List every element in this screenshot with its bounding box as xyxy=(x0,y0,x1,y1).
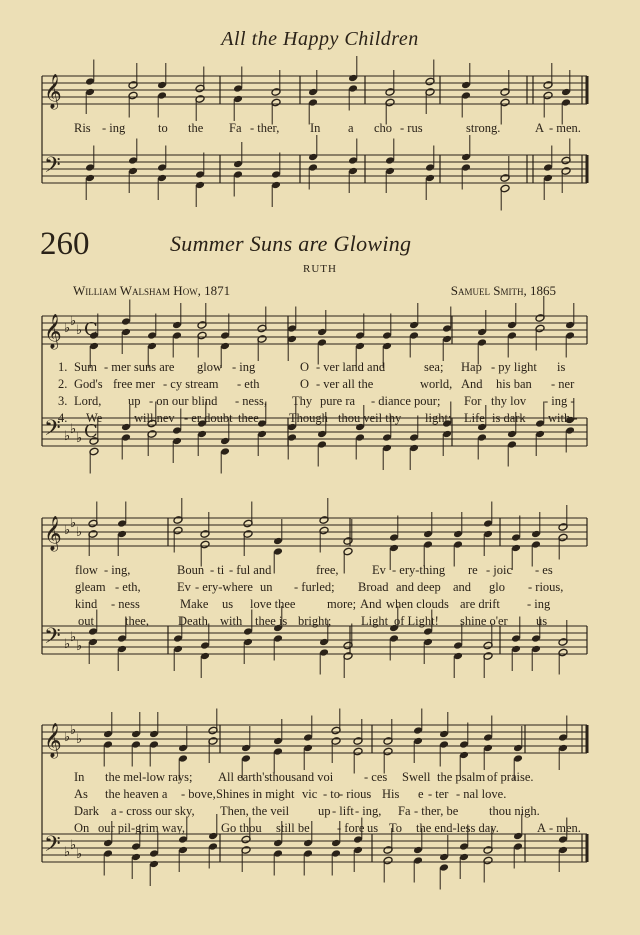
lyric-syllable: thou veil thy xyxy=(338,411,402,425)
verse-number: 2. xyxy=(58,377,68,391)
lyric-syllable: Dark xyxy=(74,804,99,818)
lyric-syllable: - ing xyxy=(102,121,126,135)
lyric-syllable: For xyxy=(464,394,482,408)
lyric-syllable: - fore xyxy=(337,821,365,835)
flat-sign: ♭ xyxy=(64,730,71,745)
lyric-syllable: world, xyxy=(420,377,453,391)
lyric-syllable: - cross our sky, xyxy=(119,804,195,818)
lyric-syllable: bright; xyxy=(298,614,332,628)
lyric-syllable: - ver all the xyxy=(316,377,374,391)
lyric-syllable: e xyxy=(418,787,424,801)
lyric-syllable: free, xyxy=(316,563,339,577)
lyric-syllable: - rious xyxy=(339,787,372,801)
flat-sign: ♭ xyxy=(70,630,77,645)
lyric-syllable: glow xyxy=(197,360,222,374)
lyric-syllable: to xyxy=(158,121,168,135)
lyric-syllable: - ing, xyxy=(104,563,131,577)
lyric-syllable: vic xyxy=(302,787,318,801)
lyric-syllable: still be xyxy=(276,821,310,835)
lyric-syllable: A xyxy=(535,121,545,135)
lyric-syllable: And xyxy=(360,597,382,611)
lyric-syllable: - joic xyxy=(486,563,513,577)
lyric-syllable: Then, the veil xyxy=(220,804,290,818)
tune-name: RUTH xyxy=(303,263,337,275)
lyric-syllable: up xyxy=(128,394,141,408)
lyric-syllable: sea; xyxy=(424,360,444,374)
lyric-syllable: re xyxy=(468,563,478,577)
lyric-syllable: and xyxy=(453,580,472,594)
lyric-syllable: O xyxy=(300,377,310,391)
lyric-syllable: when clouds xyxy=(386,597,449,611)
lyric-syllable: As xyxy=(74,787,88,801)
flat-sign: ♭ xyxy=(76,431,83,446)
lyric-syllable: - es xyxy=(535,563,553,577)
lyric-syllable: - nal love. xyxy=(456,787,507,801)
lyric-syllable: us xyxy=(222,597,234,611)
bass-clef: 𝄢 xyxy=(44,416,61,446)
lyric-syllable: God's xyxy=(74,377,103,391)
lyric-syllable: with xyxy=(220,614,243,628)
lyric-syllable: - ery-thing xyxy=(392,563,446,577)
lyric-syllable: Light xyxy=(361,614,389,628)
flat-sign: ♭ xyxy=(76,732,83,747)
lyric-syllable: To xyxy=(389,821,403,835)
lyric-syllable: kind xyxy=(75,597,98,611)
lyric-syllable: the end-less day. xyxy=(416,821,499,835)
lyric-syllable: - ness, xyxy=(235,394,267,408)
lyric-syllable: with - xyxy=(548,411,578,425)
lyric-syllable: the heaven a xyxy=(105,787,168,801)
lyric-syllable: Lord, xyxy=(74,394,102,408)
lyric-syllable: will nev xyxy=(134,411,175,425)
lyric-syllable: shine o'er xyxy=(460,614,508,628)
lyric-syllable: of Light! xyxy=(394,614,439,628)
lyric-syllable: Go thou xyxy=(221,821,262,835)
treble-clef: 𝄞 xyxy=(44,723,62,758)
lyric-syllable: - mer suns are xyxy=(104,360,175,374)
lyric-syllable: - er doubt xyxy=(184,411,233,425)
lyric-syllable: On xyxy=(74,821,90,835)
lyric-syllable: thee, xyxy=(125,614,149,628)
lyric-syllable: - cy stream xyxy=(163,377,219,391)
lyric-syllable: Fa xyxy=(229,121,242,135)
flat-sign: ♭ xyxy=(64,429,71,444)
lyric-syllable: of praise. xyxy=(487,770,534,784)
lyric-syllable: gleam xyxy=(75,580,106,594)
lyric-syllable: - rus xyxy=(400,121,423,135)
lyric-syllable: In xyxy=(310,121,321,135)
flat-sign: ♭ xyxy=(64,637,71,652)
lyric-syllable: the xyxy=(188,121,204,135)
lyric-syllable: up xyxy=(318,804,331,818)
lyric-syllable: thee, xyxy=(238,411,262,425)
lyric-syllable: And xyxy=(461,377,483,391)
lyric-syllable: out xyxy=(78,614,94,628)
lyric-syllable: - to xyxy=(323,787,341,801)
lyric-syllable: love thee xyxy=(250,597,296,611)
lyric-syllable: O xyxy=(300,360,310,374)
lyric-syllable: free mer xyxy=(113,377,155,391)
lyric-syllable: All earth's xyxy=(218,770,270,784)
lyric-syllable: - lift xyxy=(332,804,354,818)
lyric-syllable: more; xyxy=(327,597,357,611)
lyric-syllable: flow xyxy=(75,563,98,577)
flat-sign: ♭ xyxy=(64,523,71,538)
lyric-syllable: un xyxy=(260,580,273,594)
lyric-syllable: Shines in might xyxy=(216,787,295,801)
flat-sign: ♭ xyxy=(76,847,83,862)
flat-sign: ♭ xyxy=(64,845,71,860)
flat-sign: ♭ xyxy=(64,321,71,336)
lyric-syllable: - ther, xyxy=(250,121,280,135)
lyric-syllable: thee is xyxy=(255,614,288,628)
lyric-syllable: Sum xyxy=(74,360,97,374)
lyric-syllable: thy lov xyxy=(491,394,527,408)
system-2-lyrics xyxy=(0,563,640,633)
flat-sign: ♭ xyxy=(76,525,83,540)
lyric-syllable: thousand voi xyxy=(269,770,334,784)
lyric-syllable: Swell xyxy=(402,770,431,784)
lyric-syllable: Ev xyxy=(372,563,386,577)
lyric-syllable: Thy xyxy=(292,394,313,408)
lyric-syllable: - eth, xyxy=(115,580,141,594)
lyric-syllable: Death xyxy=(178,614,208,628)
lyric-syllable: is xyxy=(557,360,566,374)
lyric-syllable: His xyxy=(382,787,400,801)
lyric-syllable: - ery-where xyxy=(195,580,253,594)
bass-clef: 𝄢 xyxy=(44,624,61,654)
lyric-syllable: light; xyxy=(425,411,452,425)
system-1-lyrics xyxy=(0,360,640,430)
lyric-syllable: is dark xyxy=(492,411,526,425)
lyric-syllable: - men. xyxy=(549,821,581,835)
lyric-syllable: - ing xyxy=(232,360,256,374)
lyric-syllable: - rious, xyxy=(528,580,564,594)
lyric-syllable: In xyxy=(74,770,85,784)
lyric-syllable: thou nigh. xyxy=(489,804,540,818)
lyric-syllable: - men. xyxy=(549,121,581,135)
hymn-number: 260 xyxy=(40,226,90,262)
lyric-syllable: us xyxy=(367,821,379,835)
flat-sign: ♭ xyxy=(70,838,77,853)
bass-clef: 𝄢 xyxy=(44,832,61,862)
flat-sign: ♭ xyxy=(76,639,83,654)
lyric-syllable: his ban xyxy=(496,377,532,391)
treble-clef: 𝄞 xyxy=(44,314,62,349)
lyric-syllable: Fa xyxy=(398,804,411,818)
composer-credit: Samuel Smith, 1865 xyxy=(450,283,556,298)
lyric-syllable: - ing xyxy=(527,597,551,611)
common-time-sign: C xyxy=(84,421,98,442)
hymn-title: Summer Suns are Glowing xyxy=(170,231,412,256)
lyric-syllable: A xyxy=(537,821,547,835)
lyric-syllable: - on our blind xyxy=(149,394,218,408)
lyric-syllable: our pil-grim way, xyxy=(98,821,186,835)
verse-number: 4. xyxy=(58,411,68,425)
lyric-syllable: - py light xyxy=(491,360,537,374)
lyric-syllable: glo xyxy=(489,580,505,594)
lyric-syllable: Make xyxy=(180,597,209,611)
lyric-syllable: - bove, xyxy=(181,787,216,801)
lyric-syllable: Boun xyxy=(177,563,205,577)
lyric-syllable: the mel-low rays; xyxy=(105,770,193,784)
lyric-syllable: pure ra xyxy=(320,394,356,408)
lyric-syllable: - ces xyxy=(364,770,388,784)
flat-sign: ♭ xyxy=(70,314,77,329)
common-time-sign: C xyxy=(84,319,98,340)
verse-number: 3. xyxy=(58,394,68,408)
lyric-syllable: We xyxy=(86,411,103,425)
bass-clef: 𝄢 xyxy=(44,153,61,183)
running-head: All the Happy Children xyxy=(221,28,419,50)
flat-sign: ♭ xyxy=(70,723,77,738)
lyric-syllable: strong. xyxy=(466,121,501,135)
verse-number: 1. xyxy=(58,360,68,374)
lyric-syllable: Life xyxy=(464,411,485,425)
lyric-syllable: - diance pour; xyxy=(371,394,441,408)
flat-sign: ♭ xyxy=(70,516,77,531)
flat-sign: ♭ xyxy=(70,422,77,437)
lyric-syllable: a xyxy=(348,121,354,135)
lyric-syllable: and deep xyxy=(396,580,441,594)
lyric-syllable: - ing - xyxy=(544,394,575,408)
lyric-syllable: - ing, xyxy=(355,804,382,818)
lyric-syllable: - ter xyxy=(428,787,449,801)
treble-clef: 𝄞 xyxy=(44,516,62,551)
lyric-syllable: Ris xyxy=(74,121,91,135)
flat-sign: ♭ xyxy=(76,323,83,338)
lyric-syllable: - ful and xyxy=(229,563,272,577)
treble-clef: 𝄞 xyxy=(44,74,62,109)
lyric-syllable: Ev xyxy=(177,580,191,594)
lyric-syllable: - ner xyxy=(551,377,575,391)
author-credit: William Walsham How, 1871 xyxy=(73,283,231,298)
lyric-syllable: - ver land and xyxy=(316,360,386,374)
lyric-syllable: Hap xyxy=(461,360,482,374)
lyric-syllable: us xyxy=(536,614,548,628)
system-3-lyrics xyxy=(0,770,640,840)
lyric-syllable: - ti xyxy=(210,563,225,577)
lyric-syllable: cho xyxy=(374,121,393,135)
lyric-syllable: a xyxy=(111,804,117,818)
lyric-syllable: - ness xyxy=(111,597,140,611)
lyric-syllable: - eth xyxy=(237,377,260,391)
lyric-syllable: - furled; xyxy=(294,580,335,594)
lyric-syllable: are drift xyxy=(460,597,500,611)
lyric-syllable: Broad xyxy=(358,580,389,594)
lyric-syllable: Though xyxy=(289,411,328,425)
lyric-syllable: the psalm xyxy=(437,770,486,784)
lyric-syllable: - ther, be xyxy=(414,804,459,818)
